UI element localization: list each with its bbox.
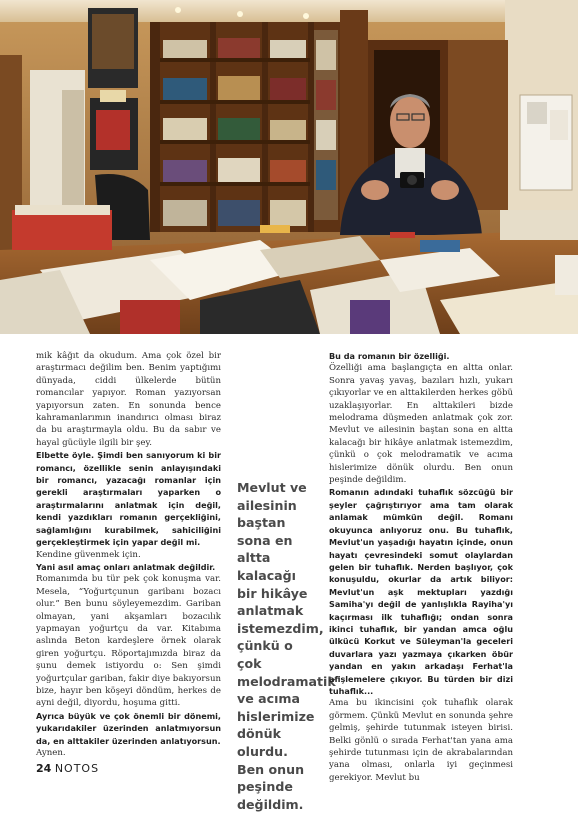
paragraph-question: Elbette öyle. Şimdi ben sanıyorum ki bir romancı, özellikle senin anlayışındaki bir romancı, yazacağı romanlar için gerekli araştırmaları yaparken o araştırmalarını anlatmak için değil, kendi yazdıkları romanın gerçekliğini, sağlamlığını kurabilmek, sahiciliğini gerçekleştirmek için yapar değil mi.	[36, 450, 221, 548]
office-photo-illustration	[0, 0, 578, 334]
paragraph-answer: Kendine güvenmek için.	[36, 549, 141, 560]
cover-photo	[0, 0, 578, 334]
article-column-right	[329, 350, 513, 784]
paragraph-question: Romanın adındaki tuhaflık sözcüğü bir şeyler çağrıştırıyor ama tam olarak anlamak mümkün değil. Romanı okuyunca anlıyoruz onu. Bu tuhaflık, Mevlut'un yaşadığı hayatın içinde, onun hayatı çevresindeki somut olaylardan gelen bir tuhaflık. Nerden başlıyor, çok konuşuldu, okurlar da artık biliyor: Mevlut'un aşk mektupları yazdığı Samiha'yı değil de yanlışlıkla Rayiha'yı kaçırması ilk tuhaflığı; ondan sonra ikinci tuhaflık, bir yandan amca oğlu ülkücü Korkut ve Süleyman'la geceleri duvarlara yazı yazmaya çıkarken öbür yandan en yakın arkadaşı Ferhat'la afişlemelere çıkıyor. Bu türden bir dizi tuhaflık...	[329, 487, 513, 696]
paragraph-question: Ayrıca büyük ve çok önemli bir dönemi, yukarıdakiler üzerinden anlatmıyorsun da, en alttakiler üzerinden anlatıyorsun.	[36, 710, 221, 746]
paragraph-answer: mik kâğıt da okudum. Ama çok özel bir araştırmacı değilim ben. Benim yaptığımı dünyada, ciddi ülkelerde bütün romancılar yapıyor. Roman yazıyorsan yapıyorsun zaten. En sonunda bence kahramanlarımın inandırıcı olması biraz da bu araştırmayla oldu. Bu da sabır ve hayal gücüyle ilgili bir şey.	[36, 351, 221, 448]
paragraph-answer: Ama bu ikincisini çok tuhaflık olarak görmem. Çünkü Mevlut en sonunda şehre gelmiş, şehirde tutunmak isteyen birisi. Belki gönlü o sırada Ferhat'tan yana ama şehirde tutunması için de akrabalarından yana olması, onlarla iyi geçinmesi gerekiyor. Mevlut bu	[329, 698, 513, 783]
paragraph-question: Yani asıl amaç onları anlatmak değildir.	[36, 561, 216, 572]
pull-quote: Mevlut ve ailesinin baştan sona en altta kalacağı bir hikâye anlatmak istemezdim, çünkü o çok melodramatik ve acıma hislerimize dönük olurdu. Ben onun peşinde değildim.	[237, 480, 336, 812]
paragraph-answer: Aynen.	[36, 748, 66, 758]
paragraph-answer: Romanımda bu tür pek çok konuşma var. Mesela, “Yoğurtçunun garibanı bozacı olur.” Ben bunu söyleyemezdim. Gariban olmayan, yani akşamları bozacılık yapmayan yoğurtçu da var. Kitabıma aslında Beton kardeşlere örnek olarak giren yoğurtçu. Röportajımızda biraz da şunu demek istiyordu o: Sen şimdi yoğurtçular gariban, fakir diye bakıyorsun bize, hayır ben köşeyi döndüm, herkes de ayni değil, diyordu, hoşuma gitti.	[36, 574, 222, 709]
magazine-name: NOTOS	[54, 762, 100, 775]
page-number: 24	[36, 762, 52, 775]
paragraph-question: Bu da romanın bir özelliği.	[329, 351, 450, 361]
paragraph-answer: Özelliği ama başlangıçta en altta onlar. Sonra yavaş yavaş, bazıları hızlı, yukarı çıkıyorlar ve en alttakilerden herkes göbü uzaklaşıyorlar. En alttakileri bizde melodrama düşmeden anlatmak çok zor. Mevlut ve ailesinin baştan sona en altta kalacağı bir hikâye anlatmak istemezdim, çünkü o çok melodramatik ve acıma hislerimize dönük olurdu. Ben onun peşinde değildim.	[329, 363, 513, 486]
article-column-left	[36, 350, 221, 759]
page-footer	[36, 762, 99, 775]
